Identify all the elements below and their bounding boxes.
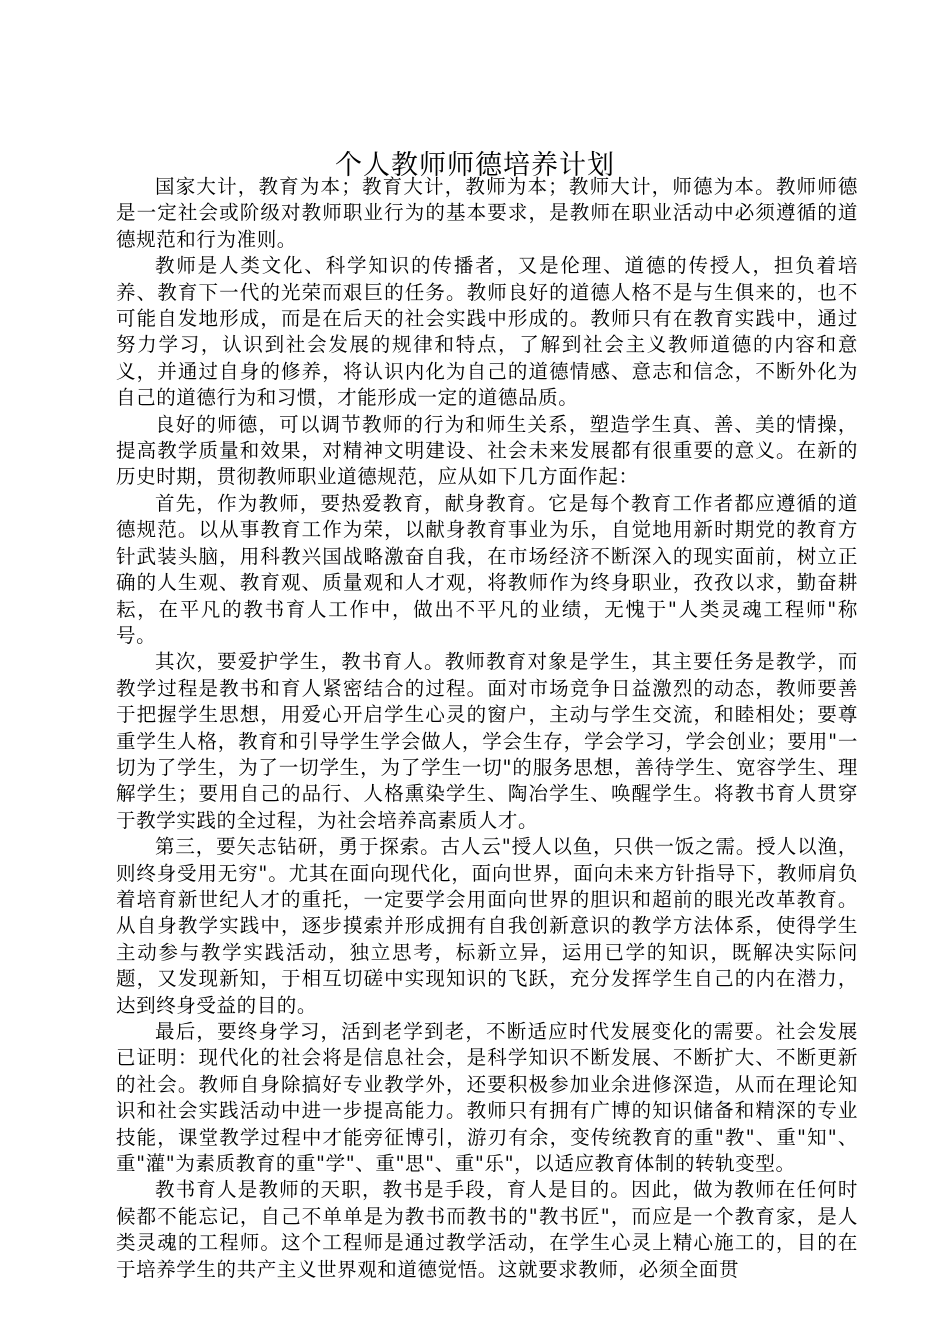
document-body: [116, 174, 858, 1283]
paragraph-1: 国家大计，教育为本；教育大计，教师为本；教师大计，师德为本。教师师德是一定社会或阶级对教师职业行为的基本要求，是教师在职业活动中必须遵循的道德规范和行为准则。: [116, 175, 858, 251]
paragraph-6: 第三，要矢志钻研，勇于探索。古人云"授人以鱼，只供一饭之需。授人以渔，则终身受用无穷"。尤其在面向现代化，面向世界，面向未来方针指导下，教师肩负着培育新世纪人才的重托，一定要学会用面向世界的胆识和超前的眼光改革教育。从自身教学实践中，逐步摸索并形成拥有自我创新意识的教学方法体系，使得学生主动参与教学实践活动，独立思考，标新立异，运用已学的知识，既解决实际问题，又发现新知，于相互切磋中实现知识的飞跃，充分发挥学生自己的内在潜力，达到终身受益的目的。: [116, 835, 858, 1017]
paragraph-7: 最后，要终身学习，活到老学到老，不断适应时代发展变化的需要。社会发展已证明：现代化的社会将是信息社会，是科学知识不断发展、不断扩大、不断更新的社会。教师自身除搞好专业教学外，还要积极参加业余进修深造，从而在理论知识和社会实践活动中进一步提高能力。教师只有拥有广博的知识储备和精深的专业技能，课堂教学过程中才能旁征博引，游刃有余，变传统教育的重"教"、重"知"、重"灌"为素质教育的重"学"、重"思"、重"乐"，以适应教育体制的转轨变型。: [116, 1020, 858, 1176]
paragraph-5: 其次，要爱护学生，教书育人。教师教育对象是学生，其主要任务是教学，而教学过程是教书和育人紧密结合的过程。面对市场竞争日益激烈的动态，教师要善于把握学生思想，用爱心开启学生心灵的窗户，主动与学生交流，和睦相处；要尊重学生人格，教育和引导学生学会做人，学会生存，学会学习，学会创业；要用"一切为了学生，为了一切学生，为了学生一切"的服务思想，善待学生、宽容学生、理解学生；要用自己的品行、人格熏染学生、陶冶学生、唤醒学生。将教书育人贯穿于教学实践的全过程，为社会培养高素质人才。: [116, 650, 858, 832]
paragraph-8: 教书育人是教师的天职，教书是手段，育人是目的。因此，做为教师在任何时候都不能忘记，自己不单单是为教书而教书的"教书匠"，而应是一个教育家，是人类灵魂的工程师。这个工程师是通过教学活动，在学生心灵上精心施工的，目的在于培养学生的共产主义世界观和道德觉悟。这就要求教师，必须全面贯: [116, 1178, 858, 1281]
paragraph-2: 教师是人类文化、科学知识的传播者，又是伦理、道德的传授人，担负着培养、教育下一代的光荣而艰巨的任务。教师良好的道德人格不是与生俱来的，也不可能自发地形成，而是在后天的社会实践中形成的。教师只有在教育实践中，通过努力学习，认识到社会发展的规律和特点，了解到社会主义教师道德的内容和意义，并通过自身的修养，将认识内化为自己的道德情感、意志和信念，不断外化为自己的道德行为和习惯，才能形成一定的道德品质。: [116, 254, 858, 410]
document-title: 个人教师师德培养计划: [335, 150, 615, 182]
paragraph-3: 良好的师德，可以调节教师的行为和师生关系，塑造学生真、善、美的情操，提高教学质量和效果，对精神文明建设、社会未来发展都有很重要的意义。在新的历史时期，贯彻教师职业道德规范，应从如下几方面作起：: [116, 412, 858, 489]
paragraph-4: 首先，作为教师，要热爱教育，献身教育。它是每个教育工作者都应遵循的道德规范。以从事教育工作为荣，以献身教育事业为乐，自觉地用新时期党的教育方针武装头脑，用科教兴国战略激奋自我，在市场经济不断深入的现实面前，树立正确的人生观、教育观、质量观和人才观，将教师作为终身职业，孜孜以求，勤奋耕耘，在平凡的教书育人工作中，做出不平凡的业绩，无愧于"人类灵魂工程师"称号。: [116, 491, 858, 647]
